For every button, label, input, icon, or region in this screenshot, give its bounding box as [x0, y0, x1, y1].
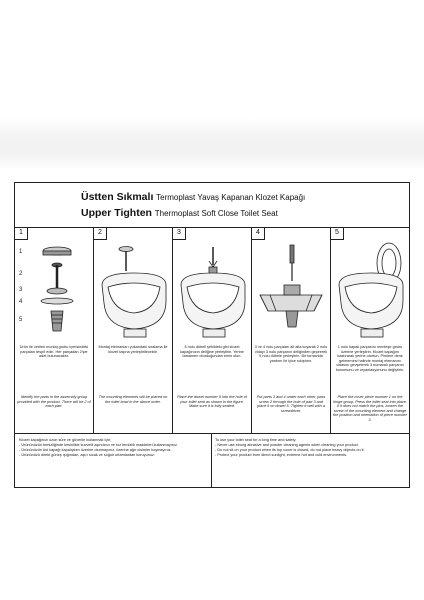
care-line: - Do not sit on your product when its top cover is closed, do not place heavy objects on it. [215, 448, 365, 452]
step-4 [252, 227, 331, 433]
care-instructions [15, 433, 409, 488]
footer-divider [211, 434, 212, 488]
care-line: - Ürününüzü direkt güneş ışığından, aşırı sıcak ve soğuk ortamlardan koruyunuz. [19, 453, 155, 457]
toilet-bowl-illustration [96, 241, 170, 341]
step-5 [331, 227, 409, 433]
part-label: 5 [19, 317, 23, 323]
step-text-english: Place the cover piece number 1 on the hinge group. Press the toilet seat into place. If it does not match the pins, loosen the screw of the mounting element and change the position and orientation of piece number 3. [333, 395, 407, 422]
part-label: 1 [19, 249, 23, 255]
step-text-turkish: Ürün ile verilen montaj grubu içerisindeki parçaları tespit edin. Her parçadan 2'şer adet bulunacaktır. [19, 345, 89, 359]
step-text-turkish: 5 nolu dübeli şekildeki gibi klozet kapağınızın deliğine yerleştirin. Yerine tamamen oturduğundan emin olun. [180, 345, 244, 359]
title-en-sub: Thermoplast Soft Close Toilet Seat [154, 209, 278, 218]
care-line: To use your toilet seat for a long time and safely; [215, 438, 297, 442]
care-turkish [19, 438, 207, 458]
step-text-turkish: 1 nolu kapak parçasını menteşe grubu üzerine yerleştirin. Klozet kapağını bastırarak yerine oturtun. Pimlere denk gelmemesi halinde montaj elemanını vidasını gevşeterek 3 numaralı parçanın konumunu ve oryantasyonunu değiştirin. [335, 345, 405, 372]
top-gray-band [0, 118, 424, 170]
step-number: 2 [94, 227, 107, 240]
care-line: Klozet kapağınızı uzun süre ve güvenle kullanmak için; [19, 438, 112, 442]
step-3 [173, 227, 252, 433]
step-text-english: Put parts 3 and 4 under each other, pass screw 2 through the hole of part 3 and place it on dowel 5. Tighten it well with a screwdriver. [256, 395, 326, 413]
step-1 [15, 227, 94, 433]
care-english [215, 438, 405, 458]
parts-illustration [17, 241, 91, 341]
sheet-header [15, 183, 409, 228]
part-label: 4 [19, 299, 23, 305]
title-en-bold: Upper Tighten [81, 207, 152, 219]
seat-mounted-illustration [333, 241, 407, 341]
step-number: 1 [15, 227, 28, 240]
steps-row [15, 227, 409, 433]
step-text-turkish: Montaj elemanları yukarıdaki sıralama ile klozet taşına yerleştirilecektir. [98, 345, 168, 354]
care-line: - Ürününüzün temizliğinde kesinlikle kuvvetli aşındırıcı ve toz temizlik maddeleri kullanmayınız. [19, 443, 178, 447]
step-text-english: The mounting elements will be placed on the toilet bowl in the above order. [98, 395, 168, 404]
care-line: - Never use strong abrasive and powder cleaning agents when cleaning your product. [215, 443, 359, 447]
title-english [81, 207, 278, 219]
care-line: - Ürününüzün üst kapağı kapalıyken üzerine oturmayınız, üzerine ağır cisimler koymayınız. [19, 448, 172, 452]
step-number: 3 [173, 227, 186, 240]
step-text-turkish: 3 ve 4 nolu parçaları alt alta koyarak 2 nolu vidayı 3 nolu parçanın deliğinden geçirerek 5 nolu dübele yerleştirin. Bir tornavida yardımı ile iyice sıkıştırın. [254, 345, 328, 363]
step-number: 4 [252, 227, 265, 240]
title-turkish [81, 191, 305, 203]
care-line: - Protect your product from direct sunlight, extreme hot and cold environments. [215, 453, 348, 457]
dowel-illustration [175, 241, 249, 341]
screwdriver-illustration [254, 241, 328, 341]
instruction-sheet [14, 182, 410, 488]
step-number: 5 [331, 227, 344, 240]
part-label: 3 [19, 287, 23, 293]
step-text-english: Place the dowel number 5 into the hole of your toilet seat as shown in the figure. Make sure it is fully seated. [177, 395, 247, 409]
part-label: 2 [19, 271, 23, 277]
step-2 [94, 227, 173, 433]
step-text-english: Identify the parts in the assembly group provided with the product. There will be 2 of each part. [17, 395, 91, 409]
title-tr-sub: Termoplast Yavaş Kapanan Klozet Kapağı [156, 193, 306, 202]
title-tr-bold: Üstten Sıkmalı [81, 191, 154, 203]
